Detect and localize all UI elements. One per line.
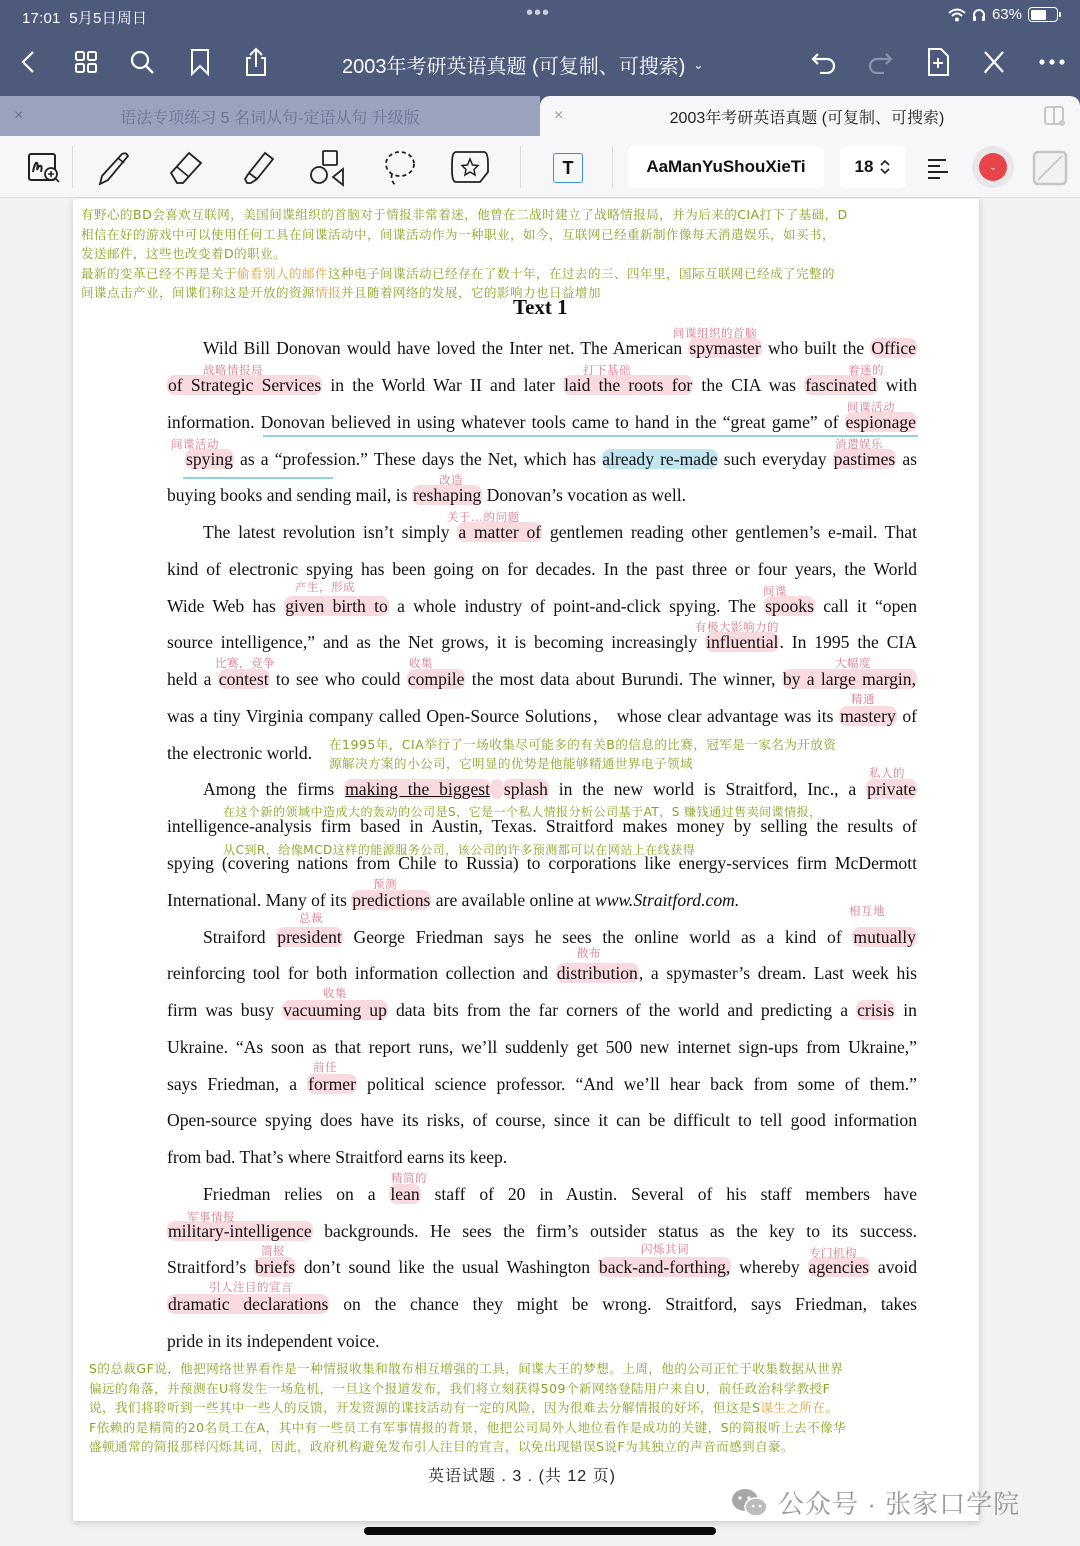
toolbar-divider xyxy=(612,146,613,188)
font-name: AaManYuShouXieTi xyxy=(646,157,806,176)
shapes-icon xyxy=(309,149,347,187)
font-size-stepper[interactable] xyxy=(840,146,906,188)
annotation-note: 收集 xyxy=(409,656,433,670)
passage-line: Straiford president George Friedman says he sees the online world as a kind of mutually xyxy=(203,927,916,947)
passage-line: Wide Web has given birth to a whole industry of point-and-click spying. The spooks call it “open xyxy=(167,596,917,616)
wechat-icon xyxy=(730,1487,770,1519)
annotation-note: 简报 xyxy=(261,1244,285,1258)
handwritten-summary-bottom: S的总裁GF说，他把网络世界看作是一种情报收集和散布相互增强的工具，间谍大王的梦想。上周，他的公司正忙于收集数据从世界 偏远的角落，并预测在U将发生一场危机，一旦这个报道发布，我们将立刻获得509个新网络登陆用户来自U，前任政治科学教授F 说，我们将聆听到一些其中一些人的反馈，开发资源的谍技活动有一定的风险，因为很难去分解情报的好坏，但这是S谋生之所在。 F依赖的是精简的20名员工在A，其中有一些员工有军事情报的背景，他把公司局外人地位看作是成功的关键，S的简报听上去不像华 盛顿通常的简报那样闪烁其词，因此，政府机构避免发布引人注目的宣言，以免出现错误S说F为其独立的声音而感到自豪。 xyxy=(89,1361,847,1454)
passage-line: The latest revolution isn’t simply a matter of gentlemen reading other gentlemen’s e-mail. That xyxy=(203,522,917,542)
passage-line: intelligence-analysis firm based in Austin, Texas. Straitford makes money by selling the results of xyxy=(167,816,917,836)
sticker-button[interactable] xyxy=(450,148,490,188)
passage-line: firm was busy vacuuming up data bits from the far corners of the world and predicting a crisis in xyxy=(167,1000,917,1020)
handwritten-note-p3a: 在这个新的领域中造成大的轰动的公司是S，它是一个私人情报分析公司基于AT，S 赚钱通过售卖间谍情报， xyxy=(223,805,822,819)
headphones-icon xyxy=(972,8,986,22)
passage-line: says Friedman, a former political science professor. “And we’ll hear back from some of them.” xyxy=(167,1074,917,1094)
toolbar-divider xyxy=(520,146,521,188)
more-icon xyxy=(1039,59,1065,65)
tab-label: 语法专项练习 5 名词从句-定语从句 升级版 xyxy=(120,109,420,127)
passage-line: source intelligence,” and as the Net grows, it is becoming increasingly influential. In 1995 the CIA xyxy=(167,632,917,652)
passage-line: the electronic world. xyxy=(167,743,313,763)
status-time: 17:01 5月5日周日 xyxy=(22,10,148,27)
redo-button[interactable] xyxy=(862,44,898,80)
tab-bar xyxy=(0,96,1080,136)
add-page-icon xyxy=(926,47,950,77)
lasso-button[interactable] xyxy=(380,148,420,188)
pdf-page xyxy=(73,199,979,1521)
passage-line: military-intelligence backgrounds. He sees the firm’s outsider status as the key to its success. xyxy=(168,1221,917,1241)
watermark-text: 公众号 · 张家口学院 xyxy=(778,1489,1021,1519)
watermark xyxy=(730,1484,1020,1521)
tab-grammar-practice[interactable] xyxy=(0,96,540,136)
pen-off-icon xyxy=(982,49,1006,75)
passage-line: buying books and sending mail, is reshaping Donovan’s vocation as well. xyxy=(167,485,687,505)
color-picker-button[interactable] xyxy=(972,146,1014,188)
close-tab-icon[interactable]: × xyxy=(14,107,24,124)
annotation-note: 产生，形成 xyxy=(295,580,355,594)
annotation-note: 间谍活动 xyxy=(171,437,219,451)
passage-line: was a tiny Virginia company called Open-Source Solutions， whose clear advantage was its mastery of xyxy=(167,706,917,726)
tab-label: 2003年考研英语真题 (可复制、可搜索) xyxy=(669,109,945,127)
annotation-note: 间谍组织的首脑 xyxy=(673,326,757,340)
passage-line: Among the firms making the biggest splash in the new world is Straitford, Inc., a private xyxy=(203,779,916,799)
annotation-note: 散布 xyxy=(577,946,601,960)
bookmark-icon xyxy=(189,48,211,76)
eraser-icon xyxy=(167,149,205,187)
passage-line: Straitford’s briefs don’t sound like the usual Washington back-and-forthing, whereby agencies avoid xyxy=(167,1257,918,1277)
passage-line: spying (covering nations from Chile to Russia) to corporations like energy-services firm McDermott xyxy=(167,853,917,873)
no-fill-button[interactable] xyxy=(1030,148,1070,188)
annotation-note: 私人的 xyxy=(869,766,905,780)
passage-line: Friedman relies on a lean staff of 20 in Austin. Several of his staff members have xyxy=(203,1184,918,1204)
annotation-note: 军事情报 xyxy=(187,1210,235,1224)
battery-icon xyxy=(1028,7,1058,22)
align-left-icon xyxy=(926,157,950,179)
passage-line: pride in its independent voice. xyxy=(167,1331,380,1351)
share-button[interactable] xyxy=(238,44,274,80)
annotation-toolbar xyxy=(0,136,1080,198)
section-heading: Text 1 xyxy=(513,295,568,319)
document-title-dropdown[interactable] xyxy=(342,50,703,79)
document-title: 2003年考研英语真题 (可复制、可搜索) xyxy=(342,56,686,78)
passage-line: information. Donovan believed in using whatever tools came to hand in the “great game” of espionage xyxy=(167,412,916,432)
chevron-down-icon: ⌄ xyxy=(979,153,1007,181)
no-fill-icon xyxy=(1032,150,1068,186)
passage-line: Open-source spying does have its risks, of course, since it can be difficult to tell good information xyxy=(167,1110,917,1130)
passage-line: kind of electronic spying has been going on for decades. In the past three or four years, the World xyxy=(167,559,917,579)
annotation-note: 专门机构 xyxy=(809,1246,857,1260)
font-selector[interactable] xyxy=(628,146,824,188)
ink-underline xyxy=(183,477,333,479)
highlighter-button[interactable] xyxy=(238,148,278,188)
status-right xyxy=(948,6,1058,23)
add-page-button[interactable] xyxy=(920,44,956,80)
annotation-note: 关于...的问题 xyxy=(447,510,520,524)
annotation-note: 间谍活动 xyxy=(847,400,895,414)
annotation-note: 战略情报局 xyxy=(203,363,263,377)
thumbnails-button[interactable] xyxy=(68,44,104,80)
toolbar-divider xyxy=(72,146,73,188)
undo-icon xyxy=(810,50,838,74)
handwritten-note-p3b: 从C到R，给像MCD这样的能源服务公司，该公司的许多预测都可以在网站上在线获得 xyxy=(223,843,696,857)
text-align-button[interactable] xyxy=(918,148,958,188)
split-view-icon[interactable] xyxy=(1044,106,1066,126)
zoom-write-icon xyxy=(27,152,61,184)
home-indicator[interactable] xyxy=(364,1527,716,1535)
search-button[interactable] xyxy=(124,44,160,80)
annotation-note: 精简的 xyxy=(391,1171,427,1185)
passage-line: Ukraine. “As soon as that report runs, we’ll suddenly get 500 new internet sign-ups from Ukraine,” xyxy=(167,1037,917,1057)
annotation-note: 改造 xyxy=(439,473,463,487)
annotation-note: 消遣娱乐 xyxy=(835,437,883,451)
passage-line: held a contest to see who could compile the most data about Burundi. The winner, by a large margin, xyxy=(167,669,917,689)
pencil-off-button[interactable] xyxy=(976,44,1012,80)
undo-button[interactable] xyxy=(806,44,842,80)
passage-line: from bad. That’s where Straitford earns its keep. xyxy=(167,1147,508,1167)
more-button[interactable] xyxy=(1034,44,1070,80)
back-button[interactable] xyxy=(10,44,46,80)
website-link[interactable]: www.Straitford.com. xyxy=(595,890,740,910)
annotation-note: 收集 xyxy=(323,986,347,1000)
redo-icon xyxy=(866,50,894,74)
shapes-button[interactable] xyxy=(308,148,348,188)
annotation-note: 预测 xyxy=(373,877,397,891)
text-icon: T xyxy=(553,153,583,183)
multitask-dots[interactable]: ••• xyxy=(526,2,551,24)
font-size-value: 18 xyxy=(854,157,874,176)
share-icon xyxy=(243,47,269,77)
battery-percent: 63% xyxy=(991,6,1022,23)
passage-line: of Strategic Services in the World War II and later laid the roots for the CIA was fascinated with xyxy=(168,375,917,395)
text-tool-button[interactable] xyxy=(548,148,588,188)
annotation-note: 相互地 xyxy=(849,904,885,918)
chevron-down-icon: ⌄ xyxy=(693,57,704,72)
annotation-note: 着迷的 xyxy=(848,363,884,377)
passage-line: reinforcing tool for both information collection and distribution, a spymaster’s dream. Last week his xyxy=(167,963,917,983)
passage-line: spying as a “profession.” These days the Net, which has already re-made such everyday pastimes as xyxy=(186,449,917,469)
annotation-note: 引人注目的宣言 xyxy=(209,1280,293,1294)
wifi-icon xyxy=(948,8,966,22)
handwritten-summary-top: 有野心的BD会喜欢互联网，美国间谍组织的首脑对于情报非常着迷，他曾在二战时建立了战略情报局，并为后来的CIA打下了基础，D 相信在好的游戏中可以使用任何工具在间谍活动中，间谍活动作为一种职业，如今，互联网已经重新制作像每天消遣娱乐，如买书， 发送邮件，这些也改变着D的职业。 最新的变革已经不再是关于偷看别人的邮件这种电子间谍活动已经存在了数十年，在过去的三、四年里，国际互联网已经成了完整的 间谍点击产业，间谍们称这是开放的资源情报并且随着网络的发展，它的影响力也日益增加 xyxy=(81,207,848,300)
sticker-icon xyxy=(450,150,490,186)
passage-line: Wild Bill Donovan would have loved the Inter net. The American spymaster who built the Office xyxy=(203,338,916,358)
annotation-note: 精通 xyxy=(851,692,875,706)
ink-underline xyxy=(263,435,918,437)
status-bar xyxy=(0,0,1080,32)
bookmark-button[interactable] xyxy=(182,44,218,80)
nav-row xyxy=(0,38,1080,88)
annotation-note: 大幅度 xyxy=(835,656,871,670)
annotation-note: 比赛，竞争 xyxy=(215,656,275,670)
zoom-write-button[interactable] xyxy=(24,148,64,188)
annotation-note: 总裁 xyxy=(299,911,323,925)
page-footer: 英语试题 . 3 . (共 12 页) xyxy=(428,1468,616,1485)
annotation-note: 间谍 xyxy=(763,584,787,598)
back-icon xyxy=(21,50,35,74)
pen-icon xyxy=(96,150,132,186)
search-icon xyxy=(129,49,155,75)
highlighter-icon xyxy=(239,149,277,187)
annotation-note: 有极大影响力的 xyxy=(695,620,779,634)
close-tab-icon[interactable]: × xyxy=(554,107,564,124)
pen-button[interactable] xyxy=(94,148,134,188)
lasso-icon xyxy=(382,148,418,188)
grid-icon xyxy=(74,50,98,74)
annotation-note: 前任 xyxy=(313,1060,337,1074)
eraser-button[interactable] xyxy=(166,148,206,188)
top-bar xyxy=(0,0,1080,96)
stepper-chevrons-icon xyxy=(879,159,891,175)
annotation-note: 打下基础 xyxy=(583,363,631,377)
passage-line: International. Many of its predictions are available online at www.Straitford.com. xyxy=(167,890,740,910)
passage-line: dramatic declarations on the chance they might be wrong. Straitford, says Friedman, takes xyxy=(168,1294,917,1314)
handwritten-summary-p2: 在1995年，CIA举行了一场收集尽可能多的有关B的信息的比赛，冠军是一家名为开放资 源解决方案的小公司，它明显的优势是他能够精通世界电子领域 xyxy=(329,737,837,771)
annotation-note: 闪烁其词 xyxy=(641,1242,689,1256)
tab-2003-exam[interactable] xyxy=(540,96,1080,136)
